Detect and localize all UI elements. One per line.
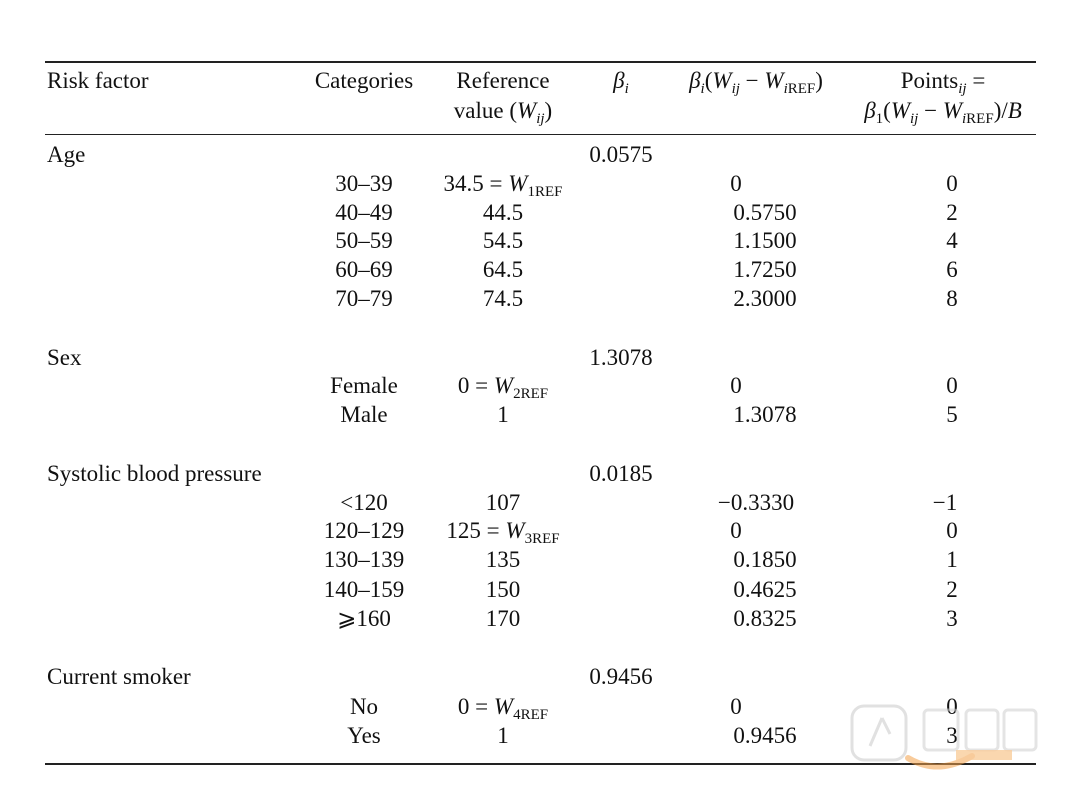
diff-cell: 0 — [730, 694, 742, 719]
diff-cell: 0.9456 — [733, 723, 797, 748]
header-rule — [45, 134, 1036, 135]
top-rule — [45, 61, 1036, 63]
points-cell: 1 — [946, 547, 958, 572]
points-cell: 0 — [946, 171, 958, 196]
points-cell: 0 — [946, 518, 958, 543]
reference-cell: 107 — [485, 490, 521, 515]
category-cell: Female — [330, 373, 398, 398]
points-cell: 0 — [946, 694, 958, 719]
reference-cell: 1 — [497, 402, 509, 427]
reference-cell: 64.5 — [482, 257, 524, 282]
diff-cell: 0 — [730, 171, 742, 196]
diff-cell: 1.7250 — [733, 257, 797, 282]
factor-current-smoker: Current smoker — [47, 664, 191, 689]
beta-age: 0.0575 — [589, 142, 653, 167]
diff-cell: 0.8325 — [733, 606, 797, 631]
reference-cell: 150 — [485, 577, 521, 602]
reference-cell: 1 — [497, 723, 509, 748]
beta-current-smoker: 0.9456 — [589, 664, 653, 689]
points-cell: 2 — [946, 200, 958, 225]
points-cell: 4 — [946, 228, 958, 253]
diff-cell: 1.1500 — [733, 228, 797, 253]
beta-systolic-blood-pressure: 0.0185 — [589, 461, 653, 486]
diff-cell: 1.3078 — [733, 402, 797, 427]
header-reference-line1: Reference — [456, 68, 550, 93]
header-points-line1: Points$_{ij}$ = — [900, 68, 986, 97]
category-cell: Yes — [347, 723, 381, 748]
header-risk-factor: Risk factor — [47, 68, 149, 93]
reference-cell: 44.5 — [482, 200, 524, 225]
diff-cell: 0.4625 — [733, 577, 797, 602]
factor-systolic-blood-pressure: Systolic blood pressure — [47, 461, 262, 486]
points-cell: 3 — [946, 606, 958, 631]
points-cell: 0 — [946, 373, 958, 398]
reference-cell: 54.5 — [482, 228, 524, 253]
category-cell: 130–139 — [323, 547, 405, 572]
reference-cell: $0 = W_{4REF}$ — [457, 694, 549, 723]
category-cell: 140–159 — [323, 577, 405, 602]
header-beta-diff: $\beta_i(W_{ij} - W_{iREF})$ — [689, 68, 823, 97]
category-cell: 30–39 — [335, 171, 393, 196]
category-cell: Male — [340, 402, 388, 427]
header-reference-line2: value $(W_{ij})$ — [453, 98, 553, 127]
diff-cell: 0 — [730, 518, 742, 543]
reference-cell: 74.5 — [482, 286, 524, 311]
category-cell: 120–129 — [323, 518, 405, 543]
reference-cell: 135 — [485, 547, 521, 572]
beta-sex: 1.3078 — [589, 345, 653, 370]
header-points-line2: $\beta_1(W_{ij} - W_{iREF})/B$ — [864, 98, 1022, 127]
reference-cell: $34.5 = W_{1REF}$ — [443, 171, 563, 200]
diff-cell: 2.3000 — [733, 286, 797, 311]
watermark-logo — [848, 700, 1044, 772]
header-beta: $\beta_i$ — [613, 68, 629, 97]
reference-cell: $0 = W_{2REF}$ — [457, 373, 549, 402]
header-categories: Categories — [314, 68, 414, 93]
diff-cell: 0.5750 — [733, 200, 797, 225]
factor-age: Age — [47, 142, 86, 167]
points-cell: 3 — [946, 723, 958, 748]
category-cell: 50–59 — [335, 228, 393, 253]
category-cell: 60–69 — [335, 257, 393, 282]
diff-cell: 0.1850 — [733, 547, 797, 572]
category-cell: No — [349, 694, 379, 719]
category-cell: <120 — [340, 490, 388, 515]
reference-cell: $125 = W_{3REF}$ — [446, 518, 560, 547]
category-cell: 70–79 — [335, 286, 393, 311]
category-cell: ⩾160 — [337, 606, 391, 631]
points-cell: −1 — [932, 490, 958, 515]
factor-sex: Sex — [47, 345, 82, 370]
category-cell: 40–49 — [335, 200, 393, 225]
points-cell: 6 — [946, 257, 958, 282]
diff-cell: −0.3330 — [717, 490, 795, 515]
points-cell: 2 — [946, 577, 958, 602]
points-cell: 5 — [946, 402, 958, 427]
points-cell: 8 — [946, 286, 958, 311]
diff-cell: 0 — [730, 373, 742, 398]
reference-cell: 170 — [485, 606, 521, 631]
